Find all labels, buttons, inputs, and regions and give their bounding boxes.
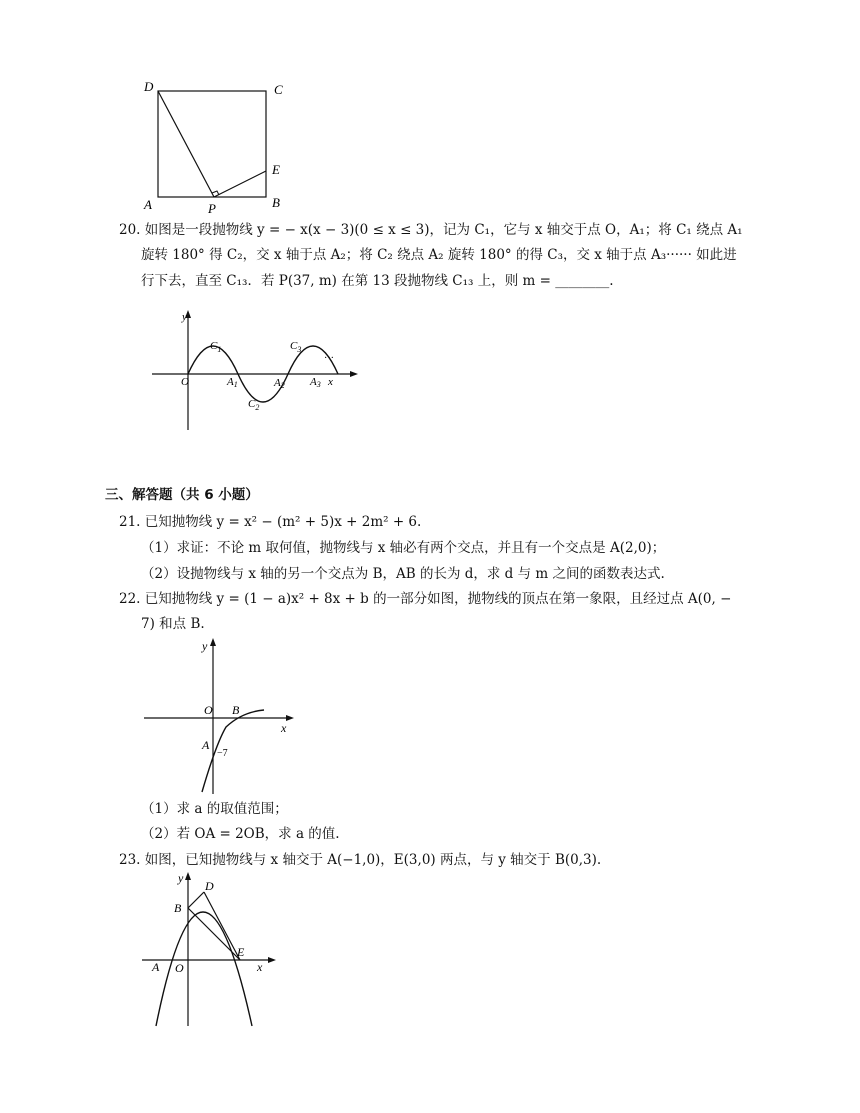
label-y: y: [182, 311, 187, 323]
label-C1: $C_1$: [210, 340, 222, 354]
parabola-piece-figure: [138, 634, 308, 796]
q20-line2: 旋转 180° 得 C₂，交 x 轴于点 A₂；将 C₂ 绕点 A₂ 旋转 180° 的得 C₃，交 x 轴于点 A₃······ 如此进: [141, 247, 737, 263]
q21-part1: （1）求证：不论 m 取何值，抛物线与 x 轴必有两个交点，并且有一个交点是 A(2,0)；: [141, 540, 666, 556]
x-axis-arrow: [268, 957, 276, 963]
label-O: O: [204, 703, 213, 717]
square-figure: [138, 76, 298, 218]
label-O: O: [175, 961, 184, 975]
label-A1: A1: [227, 376, 238, 389]
label-E: E: [272, 162, 280, 177]
label-A: A: [144, 197, 152, 212]
q20-line1: 20. 如图是一段抛物线 y = − x(x − 3)(0 ≤ x ≤ 3)，记为 C₁，它与 x 轴交于点 O，A₁；将 C₁ 绕点 A₁: [119, 222, 743, 238]
label-C3: $C_3$: [290, 340, 302, 354]
curve-parabola: [156, 912, 252, 1026]
q22-part2: （2）若 OA = 2OB，求 a 的值.: [141, 826, 340, 842]
label-dots: ···: [324, 353, 334, 364]
q21-part2: （2）设抛物线与 x 轴的另一个交点为 B，AB 的长为 d，求 d 与 m 之间的函数表达式.: [141, 566, 665, 582]
label-B: B: [174, 901, 182, 915]
segment-BE: [188, 908, 240, 960]
label-B: B: [232, 703, 240, 717]
section-title: 三、解答题（共 6 小题）: [105, 487, 259, 503]
y-axis-arrow: [210, 638, 216, 646]
x-axis-arrow: [286, 715, 294, 721]
q22-part1: （1）求 a 的取值范围；: [141, 801, 288, 817]
q22-line1: 22. 已知抛物线 y = (1 − a)x² + 8x + b 的一部分如图，抛物线的顶点在第一象限，且经过点 A(0, −: [119, 591, 732, 607]
segment-PE: [214, 171, 266, 197]
y-axis-arrow: [185, 872, 191, 880]
label-D: D: [144, 79, 154, 94]
label-A: A: [152, 960, 160, 974]
label-D: D: [205, 879, 214, 893]
label-A3: A3: [310, 376, 321, 389]
q22-line2: 7) 和点 B.: [141, 616, 205, 632]
label-O: O: [181, 376, 189, 388]
segment-BD: [188, 892, 204, 908]
label-minus7: −7: [217, 748, 228, 759]
label-y: y: [202, 639, 208, 653]
parabola-chain-figure: [148, 306, 368, 434]
parabola-triangle-figure: [138, 868, 288, 1030]
label-P: P: [208, 201, 216, 216]
label-E: E: [237, 945, 245, 959]
label-x: x: [328, 376, 333, 388]
q21-stem: 21. 已知抛物线 y = x² − (m² + 5)x + 2m² + 6.: [119, 514, 422, 530]
label-B: B: [272, 195, 280, 210]
label-A2: A2: [274, 377, 285, 390]
segment-DE: [204, 892, 240, 960]
label-C2: $C_2$: [248, 398, 260, 412]
label-x: x: [281, 721, 287, 735]
segment-DP: [158, 91, 214, 197]
label-A: A: [202, 738, 210, 752]
q23-stem: 23. 如图，已知抛物线与 x 轴交于 A(−1,0)，E(3,0) 两点，与 y 轴交于 B(0,3).: [119, 852, 602, 868]
label-y: y: [178, 871, 184, 885]
q20-line3: 行下去，直至 C₁₃．若 P(37, m) 在第 13 段抛物线 C₁₃ 上，则 m = ________.: [141, 273, 614, 289]
label-x: x: [257, 960, 263, 974]
label-C: C: [274, 82, 283, 97]
square-outline: [158, 91, 266, 197]
x-axis-arrow: [350, 371, 358, 377]
curve-parabola: [202, 710, 264, 792]
